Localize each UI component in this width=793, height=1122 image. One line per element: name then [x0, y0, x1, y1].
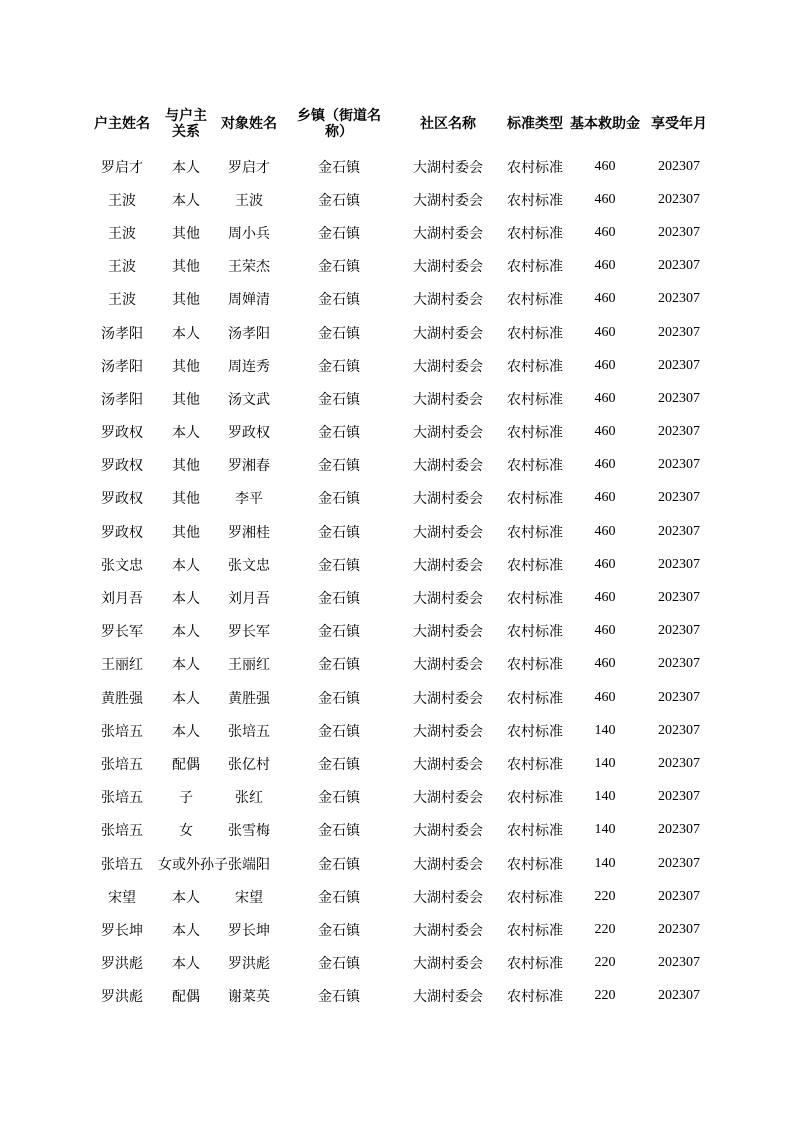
table-row — [86, 416, 716, 449]
cell-relationship: 女 — [179, 823, 193, 840]
cell-township: 金石镇 — [318, 259, 360, 276]
header-year-month: 享受年月 — [651, 116, 707, 132]
cell-relationship: 其他 — [172, 259, 200, 276]
cell-standard-type: 农村标准 — [507, 557, 563, 574]
cell-relationship: 本人 — [172, 159, 200, 176]
cell-basic-relief: 460 — [594, 390, 616, 406]
cell-year-month: 202307 — [658, 457, 700, 473]
cell-recipient-name: 周小兵 — [228, 225, 270, 242]
cell-township: 金石镇 — [318, 458, 360, 475]
cell-relationship: 其他 — [172, 524, 200, 541]
cell-recipient-name: 罗湘春 — [228, 458, 270, 475]
cell-basic-relief: 460 — [594, 457, 616, 473]
cell-relationship: 配偶 — [172, 756, 200, 773]
cell-township: 金石镇 — [318, 192, 360, 209]
cell-relationship: 本人 — [172, 723, 200, 740]
cell-community: 大湖村委会 — [413, 225, 483, 242]
cell-township: 金石镇 — [318, 922, 360, 939]
cell-community: 大湖村委会 — [413, 391, 483, 408]
cell-township: 金石镇 — [318, 989, 360, 1006]
cell-community: 大湖村委会 — [413, 591, 483, 608]
cell-standard-type: 农村标准 — [507, 690, 563, 707]
cell-basic-relief: 140 — [594, 755, 616, 771]
cell-township: 金石镇 — [318, 790, 360, 807]
cell-year-month: 202307 — [658, 623, 700, 639]
cell-community: 大湖村委会 — [413, 259, 483, 276]
cell-householder-name: 张培五 — [101, 756, 143, 773]
cell-basic-relief: 460 — [594, 590, 616, 606]
cell-year-month: 202307 — [658, 955, 700, 971]
cell-standard-type: 农村标准 — [507, 723, 563, 740]
cell-year-month: 202307 — [658, 822, 700, 838]
cell-township: 金石镇 — [318, 292, 360, 309]
cell-basic-relief: 220 — [594, 888, 616, 904]
cell-township: 金石镇 — [318, 591, 360, 608]
cell-relationship: 本人 — [172, 557, 200, 574]
table-row — [86, 648, 716, 681]
table-row — [86, 183, 716, 216]
cell-recipient-name: 张亿村 — [228, 756, 270, 773]
cell-year-month: 202307 — [658, 689, 700, 705]
cell-standard-type: 农村标准 — [507, 225, 563, 242]
cell-township: 金石镇 — [318, 491, 360, 508]
cell-householder-name: 罗长军 — [101, 624, 143, 641]
table-row — [86, 150, 716, 183]
cell-year-month: 202307 — [658, 855, 700, 871]
table-row — [86, 947, 716, 980]
cell-basic-relief: 460 — [594, 324, 616, 340]
table-row — [86, 847, 716, 880]
cell-township: 金石镇 — [318, 391, 360, 408]
cell-community: 大湖村委会 — [413, 159, 483, 176]
cell-relationship: 其他 — [172, 458, 200, 475]
cell-householder-name: 罗政权 — [101, 524, 143, 541]
cell-standard-type: 农村标准 — [507, 889, 563, 906]
cell-community: 大湖村委会 — [413, 790, 483, 807]
header-relationship: 与户主关系 — [165, 108, 207, 140]
cell-township: 金石镇 — [318, 756, 360, 773]
cell-community: 大湖村委会 — [413, 723, 483, 740]
table-row — [86, 880, 716, 913]
cell-recipient-name: 宋望 — [235, 889, 263, 906]
cell-relationship: 女或外孙子 — [158, 856, 228, 873]
cell-community: 大湖村委会 — [413, 524, 483, 541]
cell-community: 大湖村委会 — [413, 889, 483, 906]
cell-relationship: 本人 — [172, 425, 200, 442]
cell-recipient-name: 罗长军 — [228, 624, 270, 641]
cell-year-month: 202307 — [658, 258, 700, 274]
cell-year-month: 202307 — [658, 224, 700, 240]
cell-recipient-name: 周连秀 — [228, 358, 270, 375]
cell-recipient-name: 周婵清 — [228, 292, 270, 309]
header-township: 乡镇（街道名称） — [297, 108, 381, 140]
cell-householder-name: 汤孝阳 — [101, 391, 143, 408]
header-basic-relief: 基本救助金 — [570, 116, 640, 132]
cell-householder-name: 罗启才 — [101, 159, 143, 176]
table-row — [86, 449, 716, 482]
table-body — [86, 150, 716, 1013]
table-row — [86, 581, 716, 614]
cell-community: 大湖村委会 — [413, 657, 483, 674]
cell-year-month: 202307 — [658, 556, 700, 572]
cell-basic-relief: 460 — [594, 490, 616, 506]
cell-standard-type: 农村标准 — [507, 425, 563, 442]
cell-year-month: 202307 — [658, 158, 700, 174]
cell-basic-relief: 460 — [594, 623, 616, 639]
cell-standard-type: 农村标准 — [507, 259, 563, 276]
cell-township: 金石镇 — [318, 856, 360, 873]
cell-community: 大湖村委会 — [413, 292, 483, 309]
cell-recipient-name: 王荣杰 — [228, 259, 270, 276]
cell-recipient-name: 罗启才 — [228, 159, 270, 176]
cell-township: 金石镇 — [318, 358, 360, 375]
cell-community: 大湖村委会 — [413, 922, 483, 939]
cell-basic-relief: 140 — [594, 822, 616, 838]
cell-standard-type: 农村标准 — [507, 956, 563, 973]
cell-recipient-name: 刘月吾 — [228, 591, 270, 608]
cell-recipient-name: 汤孝阳 — [228, 325, 270, 342]
cell-basic-relief: 460 — [594, 424, 616, 440]
cell-recipient-name: 张红 — [235, 790, 263, 807]
cell-community: 大湖村委会 — [413, 956, 483, 973]
cell-year-month: 202307 — [658, 291, 700, 307]
cell-relationship: 其他 — [172, 292, 200, 309]
cell-year-month: 202307 — [658, 755, 700, 771]
cell-standard-type: 农村标准 — [507, 591, 563, 608]
header-row — [86, 98, 716, 150]
cell-community: 大湖村委会 — [413, 624, 483, 641]
cell-relationship: 配偶 — [172, 989, 200, 1006]
cell-basic-relief: 460 — [594, 357, 616, 373]
cell-basic-relief: 220 — [594, 921, 616, 937]
cell-community: 大湖村委会 — [413, 325, 483, 342]
cell-year-month: 202307 — [658, 656, 700, 672]
cell-basic-relief: 460 — [594, 523, 616, 539]
cell-basic-relief: 460 — [594, 689, 616, 705]
cell-householder-name: 张文忠 — [101, 557, 143, 574]
cell-community: 大湖村委会 — [413, 358, 483, 375]
cell-township: 金石镇 — [318, 624, 360, 641]
cell-householder-name: 黄胜强 — [101, 690, 143, 707]
cell-standard-type: 农村标准 — [507, 458, 563, 475]
cell-basic-relief: 140 — [594, 789, 616, 805]
cell-basic-relief: 460 — [594, 158, 616, 174]
cell-year-month: 202307 — [658, 523, 700, 539]
cell-township: 金石镇 — [318, 557, 360, 574]
cell-standard-type: 农村标准 — [507, 524, 563, 541]
cell-standard-type: 农村标准 — [507, 756, 563, 773]
cell-township: 金石镇 — [318, 823, 360, 840]
cell-community: 大湖村委会 — [413, 458, 483, 475]
cell-relationship: 本人 — [172, 325, 200, 342]
cell-recipient-name: 张文忠 — [228, 557, 270, 574]
table-row — [86, 781, 716, 814]
cell-township: 金石镇 — [318, 325, 360, 342]
cell-community: 大湖村委会 — [413, 557, 483, 574]
table-row — [86, 980, 716, 1013]
cell-householder-name: 刘月吾 — [101, 591, 143, 608]
cell-standard-type: 农村标准 — [507, 823, 563, 840]
cell-householder-name: 王波 — [108, 225, 136, 242]
cell-householder-name: 罗政权 — [101, 425, 143, 442]
cell-householder-name: 罗洪彪 — [101, 956, 143, 973]
cell-recipient-name: 李平 — [235, 491, 263, 508]
cell-standard-type: 农村标准 — [507, 989, 563, 1006]
cell-recipient-name: 黄胜强 — [228, 690, 270, 707]
cell-householder-name: 汤孝阳 — [101, 325, 143, 342]
cell-householder-name: 罗政权 — [101, 458, 143, 475]
table-header — [86, 98, 716, 150]
cell-relationship: 本人 — [172, 624, 200, 641]
cell-recipient-name: 罗洪彪 — [228, 956, 270, 973]
cell-basic-relief: 220 — [594, 988, 616, 1004]
cell-year-month: 202307 — [658, 357, 700, 373]
cell-basic-relief: 140 — [594, 855, 616, 871]
cell-standard-type: 农村标准 — [507, 624, 563, 641]
cell-relationship: 其他 — [172, 225, 200, 242]
cell-year-month: 202307 — [658, 390, 700, 406]
cell-year-month: 202307 — [658, 722, 700, 738]
cell-relationship: 本人 — [172, 192, 200, 209]
cell-township: 金石镇 — [318, 690, 360, 707]
table-row — [86, 548, 716, 581]
cell-standard-type: 农村标准 — [507, 192, 563, 209]
cell-basic-relief: 460 — [594, 556, 616, 572]
cell-basic-relief: 140 — [594, 722, 616, 738]
cell-standard-type: 农村标准 — [507, 491, 563, 508]
table-row — [86, 615, 716, 648]
cell-relationship: 本人 — [172, 657, 200, 674]
cell-community: 大湖村委会 — [413, 491, 483, 508]
table-row — [86, 349, 716, 382]
cell-relationship: 其他 — [172, 491, 200, 508]
cell-community: 大湖村委会 — [413, 425, 483, 442]
cell-standard-type: 农村标准 — [507, 391, 563, 408]
cell-community: 大湖村委会 — [413, 989, 483, 1006]
cell-relationship: 本人 — [172, 956, 200, 973]
header-community: 社区名称 — [420, 116, 476, 132]
cell-standard-type: 农村标准 — [507, 292, 563, 309]
cell-householder-name: 王波 — [108, 259, 136, 276]
table-row — [86, 216, 716, 249]
cell-year-month: 202307 — [658, 888, 700, 904]
cell-year-month: 202307 — [658, 988, 700, 1004]
table-row — [86, 814, 716, 847]
cell-householder-name: 张培五 — [101, 723, 143, 740]
cell-standard-type: 农村标准 — [507, 159, 563, 176]
cell-relationship: 子 — [179, 790, 193, 807]
cell-recipient-name: 张培五 — [228, 723, 270, 740]
table-row — [86, 316, 716, 349]
table-row — [86, 250, 716, 283]
cell-basic-relief: 460 — [594, 191, 616, 207]
cell-community: 大湖村委会 — [413, 192, 483, 209]
cell-year-month: 202307 — [658, 490, 700, 506]
cell-householder-name: 张培五 — [101, 823, 143, 840]
cell-standard-type: 农村标准 — [507, 922, 563, 939]
table-row — [86, 913, 716, 946]
cell-year-month: 202307 — [658, 590, 700, 606]
cell-relationship: 本人 — [172, 922, 200, 939]
cell-relationship: 本人 — [172, 690, 200, 707]
header-householder-name: 户主姓名 — [94, 116, 150, 132]
cell-standard-type: 农村标准 — [507, 325, 563, 342]
cell-householder-name: 王丽红 — [101, 657, 143, 674]
cell-standard-type: 农村标准 — [507, 790, 563, 807]
cell-basic-relief: 460 — [594, 291, 616, 307]
cell-householder-name: 汤孝阳 — [101, 358, 143, 375]
table-row — [86, 382, 716, 415]
cell-community: 大湖村委会 — [413, 823, 483, 840]
cell-relationship: 本人 — [172, 889, 200, 906]
cell-township: 金石镇 — [318, 225, 360, 242]
cell-year-month: 202307 — [658, 789, 700, 805]
cell-township: 金石镇 — [318, 956, 360, 973]
cell-year-month: 202307 — [658, 191, 700, 207]
cell-recipient-name: 王丽红 — [228, 657, 270, 674]
cell-householder-name: 罗长坤 — [101, 922, 143, 939]
cell-recipient-name: 王波 — [235, 192, 263, 209]
cell-recipient-name: 张雪梅 — [228, 823, 270, 840]
cell-householder-name: 张培五 — [101, 790, 143, 807]
cell-community: 大湖村委会 — [413, 856, 483, 873]
cell-householder-name: 王波 — [108, 292, 136, 309]
cell-recipient-name: 谢菜英 — [228, 989, 270, 1006]
cell-community: 大湖村委会 — [413, 756, 483, 773]
cell-year-month: 202307 — [658, 424, 700, 440]
cell-householder-name: 张培五 — [101, 856, 143, 873]
cell-relationship: 其他 — [172, 391, 200, 408]
cell-householder-name: 宋望 — [108, 889, 136, 906]
cell-standard-type: 农村标准 — [507, 856, 563, 873]
cell-township: 金石镇 — [318, 889, 360, 906]
cell-recipient-name: 罗湘桂 — [228, 524, 270, 541]
cell-relationship: 其他 — [172, 358, 200, 375]
cell-basic-relief: 460 — [594, 224, 616, 240]
cell-township: 金石镇 — [318, 425, 360, 442]
table-row — [86, 747, 716, 780]
cell-township: 金石镇 — [318, 524, 360, 541]
cell-householder-name: 罗政权 — [101, 491, 143, 508]
cell-township: 金石镇 — [318, 723, 360, 740]
cell-township: 金石镇 — [318, 159, 360, 176]
cell-relationship: 本人 — [172, 591, 200, 608]
cell-basic-relief: 460 — [594, 656, 616, 672]
cell-recipient-name: 汤文武 — [228, 391, 270, 408]
header-recipient-name: 对象姓名 — [221, 116, 277, 132]
header-standard-type: 标准类型 — [507, 116, 563, 132]
cell-recipient-name: 罗政权 — [228, 425, 270, 442]
cell-community: 大湖村委会 — [413, 690, 483, 707]
cell-recipient-name: 罗长坤 — [228, 922, 270, 939]
cell-year-month: 202307 — [658, 921, 700, 937]
table-row — [86, 714, 716, 747]
table-row — [86, 681, 716, 714]
cell-year-month: 202307 — [658, 324, 700, 340]
cell-township: 金石镇 — [318, 657, 360, 674]
relief-roster-table — [86, 98, 716, 1013]
cell-basic-relief: 460 — [594, 258, 616, 274]
cell-recipient-name: 张端阳 — [228, 856, 270, 873]
table-row — [86, 482, 716, 515]
cell-standard-type: 农村标准 — [507, 657, 563, 674]
cell-basic-relief: 220 — [594, 955, 616, 971]
cell-householder-name: 王波 — [108, 192, 136, 209]
table-row — [86, 515, 716, 548]
cell-householder-name: 罗洪彪 — [101, 989, 143, 1006]
table-row — [86, 283, 716, 316]
cell-standard-type: 农村标准 — [507, 358, 563, 375]
